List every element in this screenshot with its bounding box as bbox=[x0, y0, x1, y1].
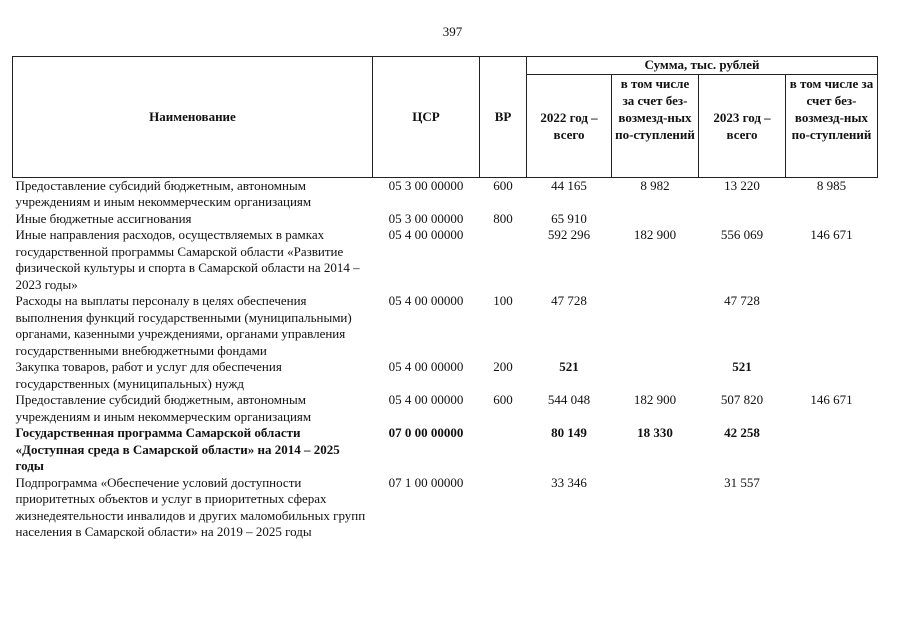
cell-vr: 800 bbox=[493, 210, 513, 226]
cell-2023-total: 31 557 bbox=[724, 474, 760, 490]
cell-2023-vozm bbox=[786, 211, 878, 228]
cell-2023-vozm bbox=[786, 359, 878, 392]
cell-2023-total: 507 820 bbox=[720, 392, 764, 407]
table-row bbox=[13, 211, 878, 228]
table-row bbox=[13, 475, 878, 541]
cell-2022-vozm bbox=[612, 359, 699, 392]
cell-csr: 07 1 00 00000 bbox=[388, 474, 464, 490]
page-number: 397 bbox=[442, 24, 463, 39]
cell-csr: 05 3 00 00000 bbox=[388, 177, 464, 193]
budget-table bbox=[12, 56, 878, 541]
cell-name: Иные направления расходов, осуществляемых в рамках государственной программы Самарской области «Развитие физической культуры и спорта в Самарской области на 2014 – 2023 годы» bbox=[15, 227, 360, 292]
cell-2022-vozm bbox=[612, 475, 699, 541]
table-row bbox=[13, 293, 878, 359]
cell-vr bbox=[480, 425, 527, 475]
cell-vr bbox=[480, 227, 527, 293]
cell-2022-total: 33 346 bbox=[551, 474, 587, 490]
table-row bbox=[13, 177, 878, 211]
cell-name: Предоставление субсидий бюджетным, автономным учреждениям и иным некоммерческим организациям bbox=[15, 177, 312, 209]
cell-vr: 200 bbox=[493, 359, 513, 374]
cell-csr: 05 4 00 00000 bbox=[388, 392, 464, 407]
header-2023-total: 2023 год – всего bbox=[699, 74, 786, 177]
header-sum-group: Сумма, тыс. рублей bbox=[527, 57, 878, 75]
cell-name: Расходы на выплаты персоналу в целях обеспечения выполнения функций государственными (муниципальными) органами, казенными учреждениями, органами управления государственными внебюджетными фондами bbox=[15, 293, 352, 358]
cell-csr: 07 0 00 00000 bbox=[388, 425, 464, 440]
cell-2022-total: 44 165 bbox=[551, 177, 587, 193]
cell-csr: 05 4 00 00000 bbox=[388, 227, 464, 242]
header-vr: ВР bbox=[480, 57, 527, 178]
cell-2022-vozm: 182 900 bbox=[633, 392, 677, 407]
table-row bbox=[13, 425, 878, 475]
cell-2023-vozm bbox=[786, 475, 878, 541]
cell-2022-vozm bbox=[612, 211, 699, 228]
cell-2022-total: 65 910 bbox=[551, 210, 587, 226]
cell-2023-total: 556 069 bbox=[720, 227, 764, 242]
cell-2022-total: 80 149 bbox=[551, 425, 587, 440]
cell-name: Предоставление субсидий бюджетным, автономным учреждениям и иным некоммерческим организациям bbox=[15, 392, 312, 424]
cell-2023-total: 42 258 bbox=[724, 425, 760, 440]
cell-csr: 05 3 00 00000 bbox=[388, 210, 464, 226]
cell-name: Государственная программа Самарской области «Доступная среда в Самарской области» на 2014 – 2025 годы bbox=[15, 425, 340, 473]
cell-2023-vozm bbox=[786, 425, 878, 475]
cell-name: Иные бюджетные ассигнования bbox=[15, 210, 192, 226]
cell-2022-total: 592 296 bbox=[547, 227, 591, 242]
cell-2022-total: 544 048 bbox=[547, 392, 591, 407]
table-header bbox=[13, 57, 878, 178]
cell-2022-total: 47 728 bbox=[551, 293, 587, 308]
header-name: Наименование bbox=[13, 57, 373, 178]
cell-2023-vozm: 8 985 bbox=[816, 177, 847, 193]
cell-csr: 05 4 00 00000 bbox=[388, 359, 464, 374]
cell-vr: 600 bbox=[493, 392, 513, 407]
table-row bbox=[13, 227, 878, 293]
header-2022-total: 2022 год – всего bbox=[527, 74, 612, 177]
table-row bbox=[13, 359, 878, 392]
header-csr: ЦСР bbox=[373, 57, 480, 178]
cell-2023-total: 13 220 bbox=[724, 177, 760, 193]
cell-csr: 05 4 00 00000 bbox=[388, 293, 464, 308]
cell-2022-vozm: 18 330 bbox=[637, 425, 673, 440]
cell-2023-vozm bbox=[786, 293, 878, 359]
cell-2023-vozm: 146 671 bbox=[810, 392, 853, 407]
cell-2022-vozm: 8 982 bbox=[640, 177, 670, 193]
cell-2023-total bbox=[699, 211, 786, 228]
cell-name: Подпрограмма «Обеспечение условий доступности приоритетных объектов и услуг в приоритетных сферах жизнедеятельности инвалидов и других маломобильных групп населения в Самарской области» на 2019 – 2025 годы bbox=[15, 474, 366, 539]
header-2022-vozm: в том числе за счет без-возмезд-ных по-ступлений bbox=[612, 74, 699, 177]
table-row bbox=[13, 392, 878, 425]
header-2023-vozm: в том числе за счет без-возмезд-ных по-ступлений bbox=[786, 74, 878, 177]
cell-vr bbox=[480, 475, 527, 541]
cell-2022-vozm: 182 900 bbox=[633, 227, 677, 242]
cell-2023-total: 521 bbox=[732, 359, 752, 374]
cell-name: Закупка товаров, работ и услуг для обеспечения государственных (муниципальных) нужд bbox=[15, 359, 282, 391]
cell-vr: 100 bbox=[493, 293, 513, 308]
cell-vr: 600 bbox=[493, 177, 513, 193]
cell-2022-vozm bbox=[612, 293, 699, 359]
cell-2023-vozm: 146 671 bbox=[810, 227, 853, 242]
cell-2022-total: 521 bbox=[559, 359, 579, 374]
table-body bbox=[13, 177, 878, 541]
cell-2023-total: 47 728 bbox=[724, 293, 760, 308]
